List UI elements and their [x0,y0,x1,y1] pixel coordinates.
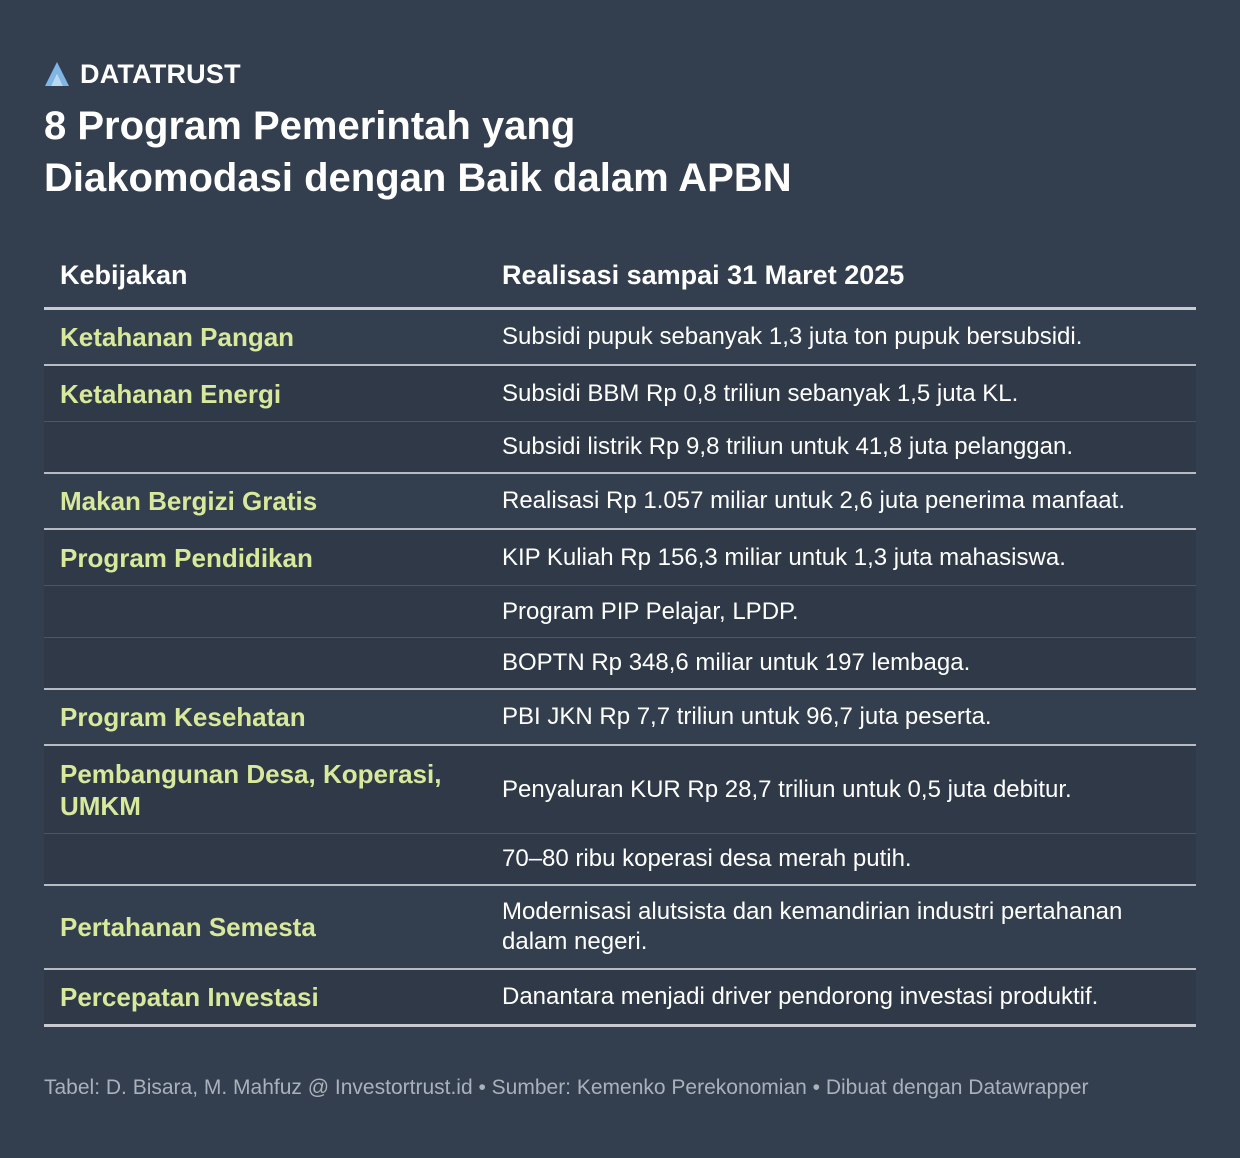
policy-cell: Percepatan Investasi [60,982,319,1012]
table-row-group [44,746,1196,886]
title-line: Diakomodasi dengan Baik dalam APBN [44,156,792,200]
realisasi-cell: Subsidi pupuk sebanyak 1,3 juta ton pupuk bersubsidi. [502,323,1083,350]
policy-cell: Program Kesehatan [60,702,306,732]
column-header-realisasi: Realisasi sampai 31 Maret 2025 [502,260,905,290]
policy-cell: Pembangunan Desa, Koperasi, UMKM [60,759,442,821]
table-row-group [44,886,1196,970]
policy-cell: Program Pendidikan [60,542,313,573]
brand [44,58,241,90]
realisasi-cell: Program PIP Pelajar, LPDP. [502,597,799,625]
table-row-group [44,530,1196,690]
table-row [44,310,1196,364]
table-row-group [44,474,1196,530]
table-row-group [44,970,1196,1027]
table-row-group [44,690,1196,746]
datatrust-logo-icon [44,61,70,87]
table-row [44,970,1196,1024]
policy-cell: Ketahanan Pangan [60,322,295,352]
realisasi-cell: 70–80 ribu koperasi desa merah putih. [502,845,912,872]
table-row [44,746,1196,834]
realisasi-cell: Subsidi BBM Rp 0,8 triliun sebanyak 1,5 juta KL. [502,379,1019,407]
table-row [44,530,1196,586]
brand-name: DATATRUST [80,58,241,89]
realisasi-cell: Realisasi Rp 1.057 miliar untuk 2,6 juta penerima manfaat. [502,487,1125,514]
policy-cell: Makan Bergizi Gratis [60,486,318,516]
table-row [44,834,1196,884]
policy-cell: Ketahanan Energi [60,378,282,409]
table-row [44,474,1196,528]
table-row [44,690,1196,744]
table-row [44,422,1196,472]
table-header [44,244,1196,310]
table-row [44,886,1196,968]
realisasi-cell: Penyaluran KUR Rp 28,7 triliun untuk 0,5 juta debitur. [502,775,1072,803]
policy-cell: Pertahanan Semesta [60,912,316,942]
table-row-group [44,310,1196,366]
column-header-kebijakan: Kebijakan [60,260,188,290]
realisasi-cell: BOPTN Rp 348,6 miliar untuk 197 lembaga. [502,649,971,676]
table-row [44,586,1196,638]
footer-credits: Tabel: D. Bisara, M. Mahfuz @ Investortrust.id • Sumber: Kemenko Perekonomian • Dibuat dengan Datawrapper [44,1076,1089,1099]
realisasi-cell: Subsidi listrik Rp 9,8 triliun untuk 41,8 juta pelanggan. [502,433,1074,460]
realisasi-cell: Danantara menjadi driver pendorong investasi produktif. [502,983,1099,1010]
realisasi-cell: PBI JKN Rp 7,7 triliun untuk 96,7 juta peserta. [502,703,992,730]
table-row-group [44,366,1196,474]
table-row [44,638,1196,688]
realisasi-cell: Modernisasi alutsista dan kemandirian industri pertahanan dalam negeri. [502,898,1123,955]
realisasi-cell: KIP Kuliah Rp 156,3 miliar untuk 1,3 juta mahasiswa. [502,543,1066,571]
policy-table [44,244,1196,1027]
page-title [44,100,792,204]
title-line: 8 Program Pemerintah yang [44,104,576,148]
table-row [44,366,1196,422]
